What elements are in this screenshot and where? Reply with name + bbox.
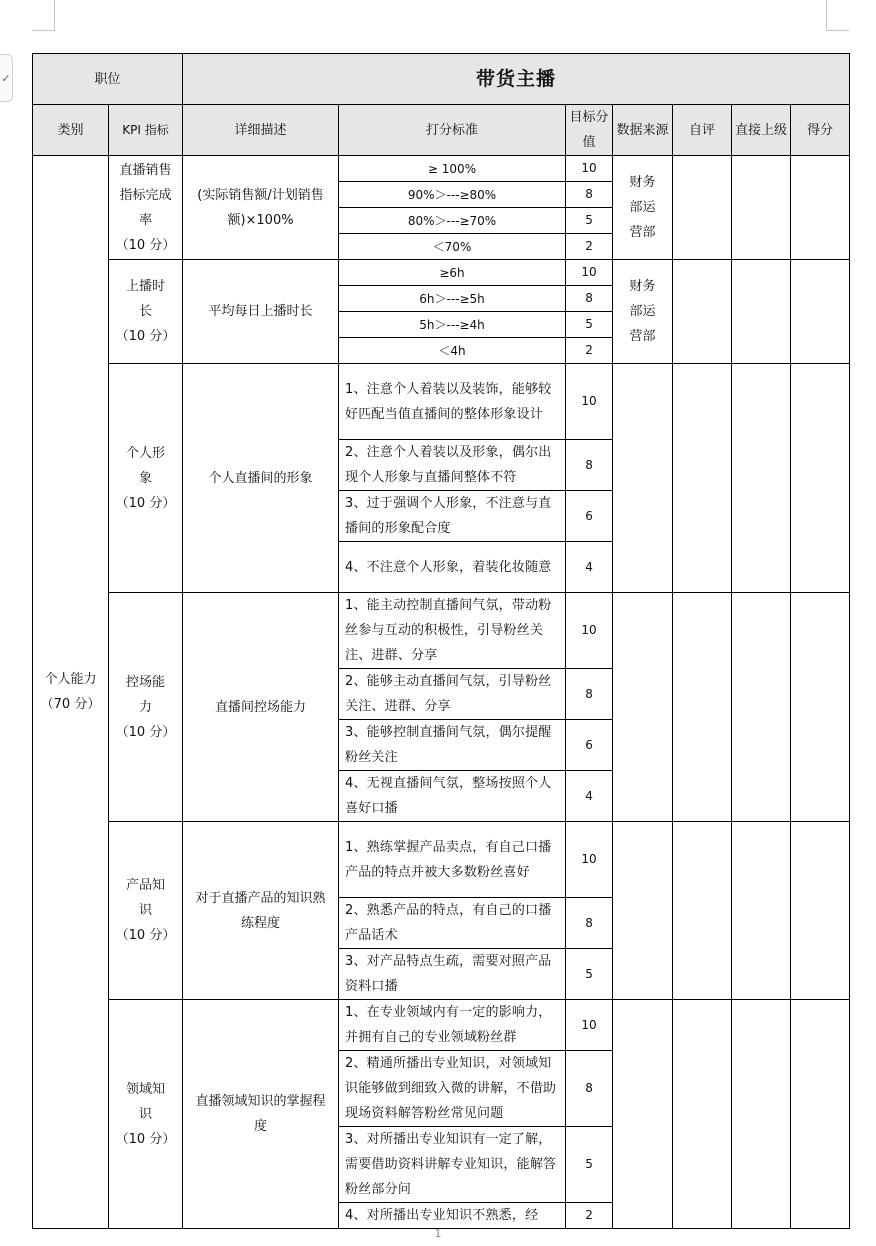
column-header-row — [33, 105, 850, 156]
category-cell — [33, 156, 109, 1229]
criteria-text: ≥ 100% — [339, 156, 566, 182]
criteria-text: 2、能够主动直播间气氛，引导粉丝关注、进群、分享 — [339, 669, 566, 720]
kpi-score: （10 分） — [115, 1131, 176, 1147]
supervisor-score-cell[interactable] — [732, 822, 791, 1000]
target-score: 8 — [566, 440, 613, 491]
final-score-cell[interactable] — [791, 593, 850, 822]
kpi-description: 直播间控场能力 — [183, 593, 339, 822]
kpi-name: 个人形象 — [126, 445, 166, 486]
target-score: 5 — [566, 1127, 613, 1203]
criteria-text: 2、注意个人着装以及形象，偶尔出现个人形象与直播间整体不符 — [339, 440, 566, 491]
supervisor-score-cell[interactable] — [732, 364, 791, 593]
kpi-name-cell — [109, 1000, 183, 1229]
table-row — [33, 260, 850, 286]
kpi-description: 对于直播产品的知识熟练程度 — [183, 822, 339, 1000]
criteria-text: 3、过于强调个人形象，不注意与直播间的形象配合度 — [339, 491, 566, 542]
data-source: 财务部运营部 — [613, 260, 673, 364]
final-score-cell[interactable] — [791, 1000, 850, 1229]
kpi-score: （10 分） — [115, 928, 176, 943]
data-source — [613, 1000, 673, 1229]
supervisor-score-cell[interactable] — [732, 1000, 791, 1229]
target-score: 5 — [566, 208, 613, 234]
kpi-description: 平均每日上播时长 — [183, 260, 339, 364]
kpi-name: 上播时长 — [126, 279, 166, 319]
target-score: 6 — [566, 491, 613, 542]
kpi-name-cell — [109, 364, 183, 593]
position-label: 职位 — [33, 54, 183, 105]
target-score: 8 — [566, 1051, 613, 1127]
criteria-text: ≥6h — [339, 260, 566, 286]
column-header: 数据来源 — [613, 105, 673, 156]
criteria-text: 2、熟悉产品的特点，有自己的口播产品话术 — [339, 898, 566, 949]
target-score: 8 — [566, 182, 613, 208]
target-score: 10 — [566, 822, 613, 898]
page-number: 1 — [434, 1227, 442, 1240]
position-title: 带货主播 — [183, 54, 850, 105]
column-header: 目标分值 — [566, 105, 613, 156]
target-score: 2 — [566, 234, 613, 260]
target-score: 2 — [566, 1203, 613, 1229]
target-score: 8 — [566, 898, 613, 949]
column-header: 类别 — [33, 105, 109, 156]
criteria-text: 3、对所播出专业知识有一定了解，需要借助资料讲解专业知识，能解答粉丝部分问 — [339, 1127, 566, 1203]
category-name: 个人能力 — [44, 672, 97, 687]
target-score: 4 — [566, 771, 613, 822]
target-score: 10 — [566, 364, 613, 440]
self-score-cell[interactable] — [673, 593, 732, 822]
kpi-score: （10 分） — [115, 724, 176, 740]
criteria-text: 3、对产品特点生疏，需要对照产品资料口播 — [339, 949, 566, 1000]
kpi-score: （10 分） — [115, 329, 176, 344]
column-header: 详细描述 — [183, 105, 339, 156]
kpi-name: 控场能力 — [126, 674, 166, 715]
criteria-text: 1、能主动控制直播间气氛，带动粉丝参与互动的积极性，引导粉丝关注、进群、分享 — [339, 593, 566, 669]
kpi-name-cell — [109, 822, 183, 1000]
kpi-score: （10 分） — [115, 495, 176, 511]
supervisor-score-cell[interactable] — [732, 593, 791, 822]
target-score: 8 — [566, 286, 613, 312]
data-source — [613, 822, 673, 1000]
self-score-cell[interactable] — [673, 156, 732, 260]
target-score: 5 — [566, 312, 613, 338]
check-icon: ✓ — [1, 71, 11, 85]
criteria-text: 80%＞---≥70% — [339, 208, 566, 234]
self-score-cell[interactable] — [673, 822, 732, 1000]
kpi-table — [32, 53, 850, 1229]
column-header: 自评 — [673, 105, 732, 156]
self-score-cell[interactable] — [673, 260, 732, 364]
self-score-cell[interactable] — [673, 364, 732, 593]
position-row — [33, 54, 850, 105]
criteria-text: ＜4h — [339, 338, 566, 364]
criteria-text: 1、熟练掌握产品卖点，有自己口播产品的特点并被大多数粉丝喜好 — [339, 822, 566, 898]
column-header: 打分标准 — [339, 105, 566, 156]
table-row — [33, 156, 850, 182]
target-score: 4 — [566, 542, 613, 593]
target-score: 6 — [566, 720, 613, 771]
target-score: 8 — [566, 669, 613, 720]
kpi-description: 直播领域知识的掌握程度 — [183, 1000, 339, 1229]
data-source — [613, 593, 673, 822]
kpi-name: 产品知识 — [126, 878, 166, 918]
kpi-name-cell — [109, 260, 183, 364]
page-corner-mark — [826, 0, 849, 31]
kpi-name-cell — [109, 156, 183, 260]
criteria-text: 1、在专业领域内有一定的影响力，并拥有自己的专业领域粉丝群 — [339, 1000, 566, 1051]
criteria-text: 6h＞---≥5h — [339, 286, 566, 312]
page-corner-mark — [32, 0, 55, 31]
criteria-text: 5h＞---≥4h — [339, 312, 566, 338]
self-score-cell[interactable] — [673, 1000, 732, 1229]
target-score: 5 — [566, 949, 613, 1000]
target-score: 10 — [566, 260, 613, 286]
table-row — [33, 822, 850, 898]
kpi-score: （10 分） — [115, 237, 176, 253]
table-row — [33, 364, 850, 440]
category-score: （70 分） — [40, 697, 101, 712]
target-score: 10 — [566, 1000, 613, 1051]
data-source — [613, 364, 673, 593]
criteria-text: 2、精通所播出专业知识，对领域知识能够做到细致入微的讲解，不借助现场资料解答粉丝常见问题 — [339, 1051, 566, 1127]
data-source: 财务部运营部 — [613, 156, 673, 260]
final-score-cell[interactable] — [791, 364, 850, 593]
target-score: 2 — [566, 338, 613, 364]
final-score-cell[interactable] — [791, 822, 850, 1000]
criteria-text: 3、能够控制直播间气氛，偶尔提醒粉丝关注 — [339, 720, 566, 771]
kpi-name: 直播销售指标完成率 — [119, 162, 172, 228]
target-score: 10 — [566, 593, 613, 669]
column-header: KPI 指标 — [109, 105, 183, 156]
criteria-text: 4、不注意个人形象，着装化妆随意 — [339, 542, 566, 593]
supervisor-score-cell[interactable] — [732, 260, 791, 364]
criteria-text: 4、对所播出专业知识不熟悉，经 — [339, 1203, 566, 1229]
table-row — [33, 593, 850, 669]
column-header: 直接上级 — [732, 105, 791, 156]
kpi-name: 领域知识 — [126, 1081, 166, 1122]
criteria-text: 4、无视直播间气氛，整场按照个人喜好口播 — [339, 771, 566, 822]
criteria-text: 1、注意个人着装以及装饰，能够较好匹配当值直播间的整体形象设计 — [339, 364, 566, 440]
sidebar-toggle-tab[interactable] — [0, 54, 13, 102]
supervisor-score-cell[interactable] — [732, 156, 791, 260]
table-row — [33, 1000, 850, 1051]
kpi-description: 个人直播间的形象 — [183, 364, 339, 593]
kpi-name-cell — [109, 593, 183, 822]
criteria-text: ＜70% — [339, 234, 566, 260]
kpi-description: (实际销售额/计划销售额)×100% — [183, 156, 339, 260]
final-score-cell[interactable] — [791, 156, 850, 260]
column-header: 得分 — [791, 105, 850, 156]
target-score: 10 — [566, 156, 613, 182]
final-score-cell[interactable] — [791, 260, 850, 364]
criteria-text: 90%＞---≥80% — [339, 182, 566, 208]
